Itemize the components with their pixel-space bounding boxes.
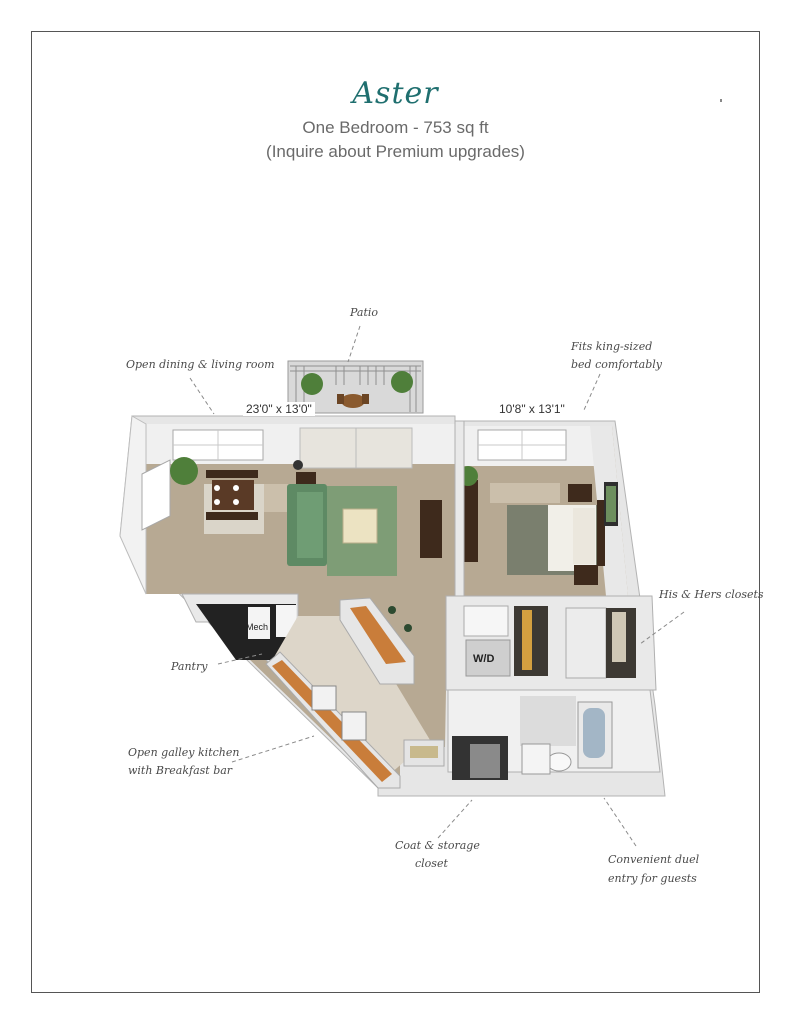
patio-callout: Patio: [350, 306, 379, 319]
kitchen-callout-line2: with Breakfast bar: [128, 764, 233, 777]
kitchen-callout-line1: Open galley kitchen: [128, 746, 240, 759]
patio-table: [341, 394, 365, 408]
laundry-label: W/D: [473, 653, 495, 665]
entry-callout-line2: entry for guests: [608, 872, 697, 885]
pantry-callout: Pantry: [171, 660, 208, 673]
entry-callout-line1: Convenient duel: [608, 853, 700, 866]
coat-callout-line2: closet: [415, 857, 448, 870]
plan-note: (Inquire about Premium upgrades): [266, 142, 525, 161]
plant-icon: [170, 457, 198, 485]
bathroom: [448, 690, 660, 780]
bedroom-dimensions: 10'8" x 13'1": [496, 402, 568, 416]
dining-callout: Open dining & living room: [126, 358, 275, 371]
plant-icon: [391, 371, 413, 393]
living-dimensions: 23'0" x 13'0": [243, 402, 315, 416]
bed-callout-line1: Fits king-sized: [571, 340, 653, 353]
closets-callout: His & Hers closets: [659, 588, 764, 601]
bed-callout-line2: bed comfortably: [571, 358, 663, 371]
plan-subtitle: One Bedroom - 753 sq ft: [302, 118, 489, 137]
coat-callout-line1: Coat & storage: [395, 839, 480, 852]
plan-title: Aster: [352, 76, 439, 111]
plant-icon: [301, 373, 323, 395]
mech-label: Mech: [246, 622, 269, 632]
